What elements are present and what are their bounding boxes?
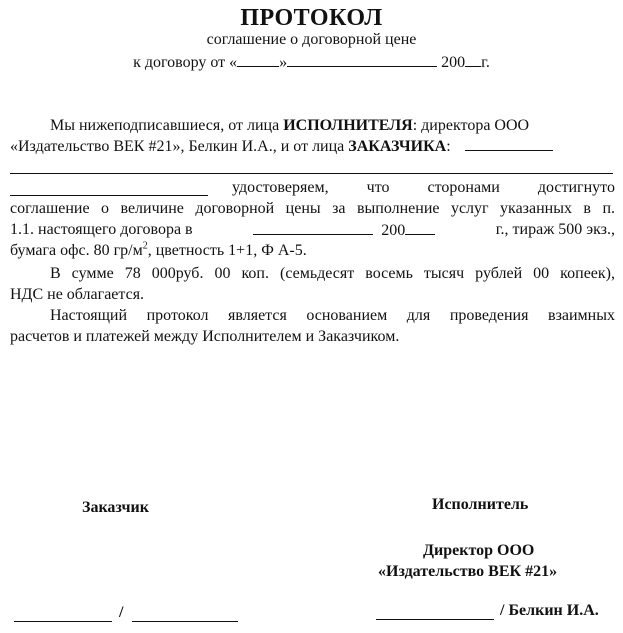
paragraph-1-line-7	[10, 241, 615, 261]
paragraph-1-line-6	[10, 220, 615, 241]
document-title: ПРОТОКОЛ	[240, 5, 383, 31]
customer-name-line	[132, 620, 238, 622]
word-parties: сторонами	[427, 179, 500, 196]
paragraph-3-line-2: расчетов и платежей между Исполнителем и Заказчиком.	[10, 328, 400, 345]
year-200: 200	[381, 222, 406, 239]
paragraph-1-line-2	[10, 136, 615, 157]
squared-superscript: 2	[142, 240, 148, 252]
contract-day-blank	[237, 52, 279, 67]
paragraph-2-line-2: НДС не облагается.	[10, 286, 145, 303]
word-certify: удостоверяем,	[232, 179, 329, 196]
contract-month-blank	[287, 52, 437, 67]
executor-label: Исполнитель	[432, 496, 529, 513]
contract-year: 200	[441, 54, 466, 71]
word-reached: достигнуто	[537, 179, 615, 196]
executor-name: / Белкин И.А.	[500, 602, 599, 619]
customer-name-blank-1	[465, 136, 553, 151]
contract-year-suffix: г.	[481, 54, 490, 71]
p1-line6-text-a: 1.1. настоящего договора в	[10, 221, 193, 238]
contract-year-blank	[465, 52, 481, 67]
p1-line6-text-b: г., тираж 500 экз.,	[495, 221, 615, 238]
color-format-text: , цветность 1+1, Ф А-5.	[147, 242, 307, 259]
word-that: что	[366, 179, 390, 196]
document-subtitle: соглашение о договорной цене	[206, 31, 417, 48]
executor-title: Директор ООО	[423, 542, 535, 559]
contract-prefix: к договору от «	[133, 54, 238, 71]
paragraph-1-line-4	[232, 178, 615, 198]
customer-word: ЗАКАЗЧИКА	[348, 138, 447, 155]
executor-org: «Издательство ВЕК #21»	[378, 563, 558, 580]
executor-signature-line	[376, 618, 494, 620]
paper-text: бумага офс. 80 гр/м	[10, 242, 143, 259]
p1-line2-text-b: :	[446, 138, 451, 155]
paragraph-1-line-5: соглашение о величине договорной цены за выполнение услуг указанных в п.	[10, 200, 615, 217]
p1-text-a: Мы нижеподписавшиеся, от лица	[50, 117, 284, 134]
p1-text-b: : директора ООО	[412, 117, 530, 134]
paragraph-1-line-1	[10, 116, 615, 136]
p1-line2-text-a: «Издательство ВЕК #21», Белкин И.А., и от лица	[10, 138, 349, 155]
executor-word: ИСПОЛНИТЕЛЯ	[283, 117, 413, 134]
customer-slash: /	[119, 604, 124, 621]
date-blank-2	[405, 220, 435, 235]
customer-name-blank-2	[10, 172, 613, 174]
p1-line6-date	[253, 220, 435, 241]
contract-quote-close: »	[279, 54, 288, 71]
paragraph-2-line-1: В сумме 78 000руб. 00 коп. (семьдесят восемь тысяч рублей 00 копеек),	[50, 265, 615, 282]
paragraph-3-line-1: Настоящий протокол является основанием для проведения взаимных	[50, 307, 615, 324]
date-blank-1	[253, 220, 373, 235]
contract-reference-line	[0, 52, 623, 73]
customer-name-blank-3	[10, 194, 208, 196]
customer-label: Заказчик	[82, 499, 149, 516]
customer-signature-line	[14, 620, 112, 622]
